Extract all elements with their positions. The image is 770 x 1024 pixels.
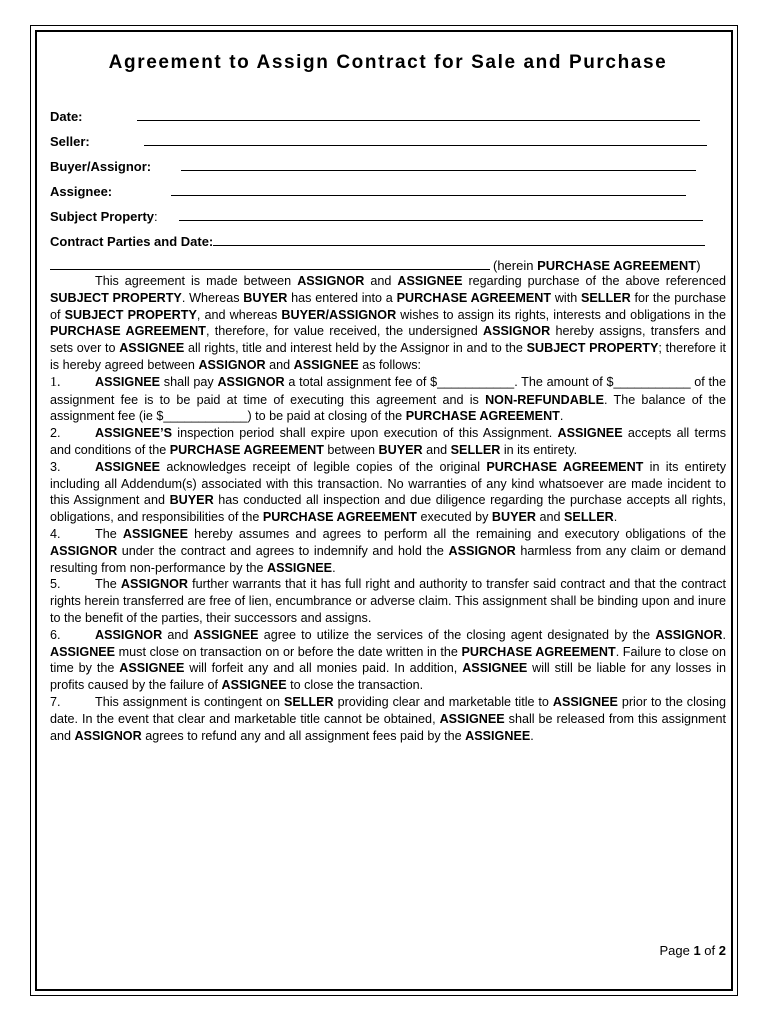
date-label: Date: [50, 109, 83, 124]
clause-2: 2. ASSIGNEE’S inspection period shall expire upon execution of this Assignment. ASSIGNEE accepts all terms and conditions of the PURCHASE AGREEMENT between BUYER and SELLER in its entirety. [50, 426, 726, 457]
buyer-assignor-label: Buyer/Assignor: [50, 159, 152, 174]
document-title: Agreement to Assign Contract for Sale and Purchase [108, 52, 668, 73]
subject-property-blank-line[interactable] [179, 206, 703, 221]
clause-3: 3. ASSIGNEE acknowledges receipt of legible copies of the original PURCHASE AGREEMENT in its entirety including all Addendum(s) associated with this transaction. No warranties of any kind whatsoever are made incident to this Assignment and BUYER has conducted all inspection and due diligence regarding the purchase accepts all rights, obligations, and responsibilities of the PURCHASE AGREEMENT executed by BUYER and SELLER. [50, 459, 726, 525]
seller-label: Seller: [50, 134, 90, 149]
clause-number: 2. [50, 426, 61, 441]
contract-parties-label: Contract Parties and Date: [50, 234, 214, 249]
assignee-label: Assignee: [50, 184, 113, 199]
subject-property-field [50, 199, 726, 224]
page-number: Page 1 of 2 [659, 943, 726, 958]
seller-field [50, 124, 726, 149]
date-blank-line[interactable] [137, 106, 700, 121]
seller-blank-line[interactable] [144, 131, 707, 146]
clause-5: 5. The ASSIGNOR further warrants that it has full right and authority to transfer said contract and that the contract rights herein transferred are free of lien, encumbrance or adverse claim. This assignment shall be binding upon and inure to the benefit of the parties, their successors and assigns. [50, 577, 726, 625]
subject-property-label: Subject Property: [50, 209, 158, 224]
herein-note: (herein PURCHASE AGREEMENT) [493, 258, 701, 273]
contract-parties-blank-line[interactable] [213, 231, 705, 246]
clause-number: 1. [50, 374, 61, 390]
clause-4: 4. The ASSIGNEE hereby assumes and agrees to perform all the remaining and executory obligations of the ASSIGNOR under the contract and agrees to indemnify and hold the ASSIGNOR harmless from any claim or demand resulting from non-performance by the ASSIGNEE. [50, 526, 727, 575]
clause-7: 7. This assignment is contingent on SELLER providing clear and marketable title to ASSIGNEE prior to the closing date. In the event that clear and marketable title cannot be obtained, ASSIGNEE shall be released from this assignment and ASSIGNOR agrees to refund any and all assignment fees paid by the ASSIGNEE. [50, 694, 726, 743]
clause-number: 4. [50, 526, 61, 541]
contract-parties-field [50, 224, 726, 249]
buyer-assignor-field [50, 149, 726, 174]
header-fields [50, 99, 726, 273]
document-body [50, 48, 726, 744]
assignee-field [50, 174, 726, 199]
clause-number: 7. [50, 694, 61, 709]
clause-number: 6. [50, 627, 61, 642]
clause-number: 3. [50, 459, 61, 474]
clause-6: 6. ASSIGNOR and ASSIGNEE agree to utilize the services of the closing agent designated by the ASSIGNOR. ASSIGNEE must close on transaction on or before the date written in the PURCHASE AGREEMENT. Failure to close on time by the ASSIGNEE will forfeit any and all monies paid. In addition, ASSIGNEE will still be liable for any losses in profits caused by the failure of ASSIGNEE to close the transaction. [50, 627, 727, 693]
herein-row [50, 249, 726, 273]
assignee-blank-line[interactable] [171, 181, 686, 196]
date-field [50, 99, 726, 124]
buyer-assignor-blank-line[interactable] [181, 156, 696, 171]
intro-paragraph: This agreement is made between ASSIGNOR and ASSIGNEE regarding purchase of the above referenced SUBJECT PROPERTY. Whereas BUYER has entered into a PURCHASE AGREEMENT with SELLER for the purchase of SUBJECT PROPERTY, and whereas BUYER/ASSIGNOR wishes to assign its rights, interests and obligations in the PURCHASE AGREEMENT, therefore, for value received, the undersigned ASSIGNOR hereby assigns, transfers and sets over to ASSIGNEE all rights, title and interest held by the Assignor in and to the SUBJECT PROPERTY; therefore it is hereby agreed between ASSIGNOR and ASSIGNEE as follows: [50, 274, 727, 372]
contract-parties-blank-line-2[interactable] [50, 255, 490, 270]
clause-1: 1. ASSIGNEE shall pay ASSIGNOR a total assignment fee of $___________. The amount of $___________ of the assignment fee is to be paid at time of executing this agreement and is NON-REFUNDABLE. The balance of the assignment fee (ie $____________) to be paid at closing of the PURCHASE AGREEMENT. [50, 374, 727, 424]
clause-number: 5. [50, 577, 61, 592]
